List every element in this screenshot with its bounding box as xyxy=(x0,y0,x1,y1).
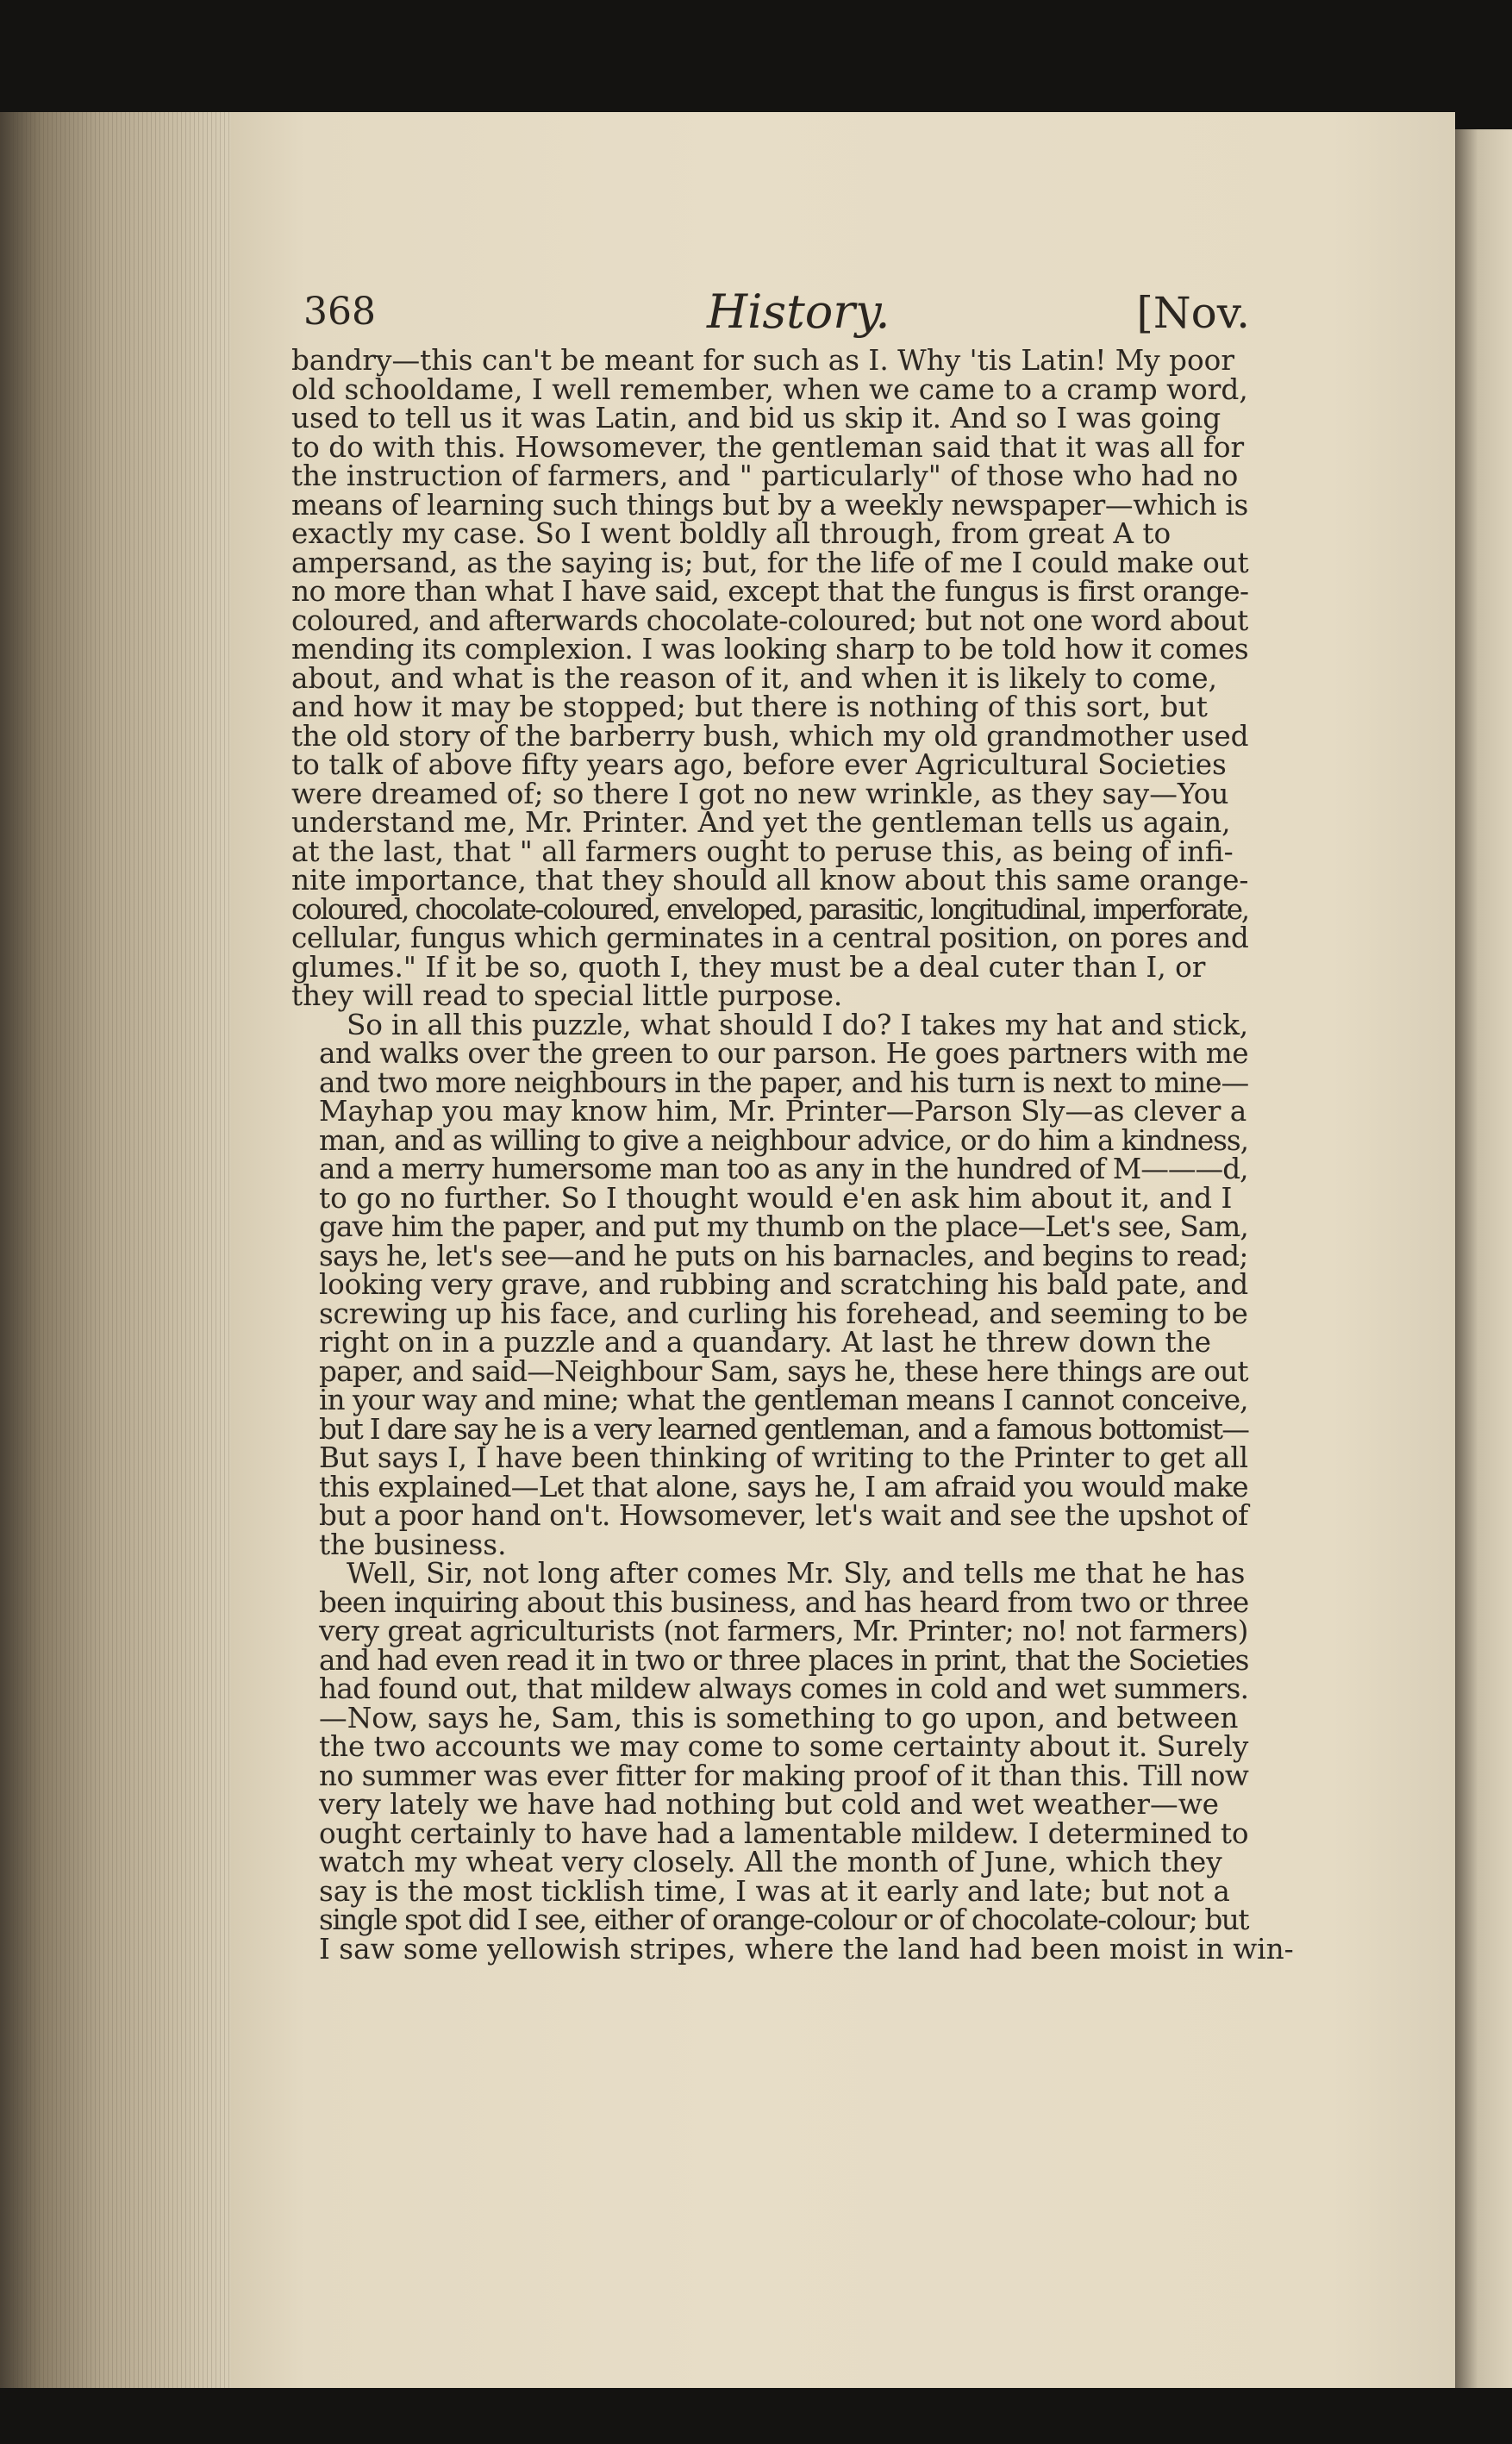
text-line: ampersand, as the saying is; but, for the life of me I could make out xyxy=(291,546,1249,579)
text-line: this explained—Let that alone, says he, I am afraid you would make xyxy=(319,1470,1248,1503)
page-number: 368 xyxy=(303,290,376,334)
text-line: cellular, fungus which germinates in a central position, on pores and xyxy=(291,922,1249,954)
adjacent-page-edge xyxy=(1455,129,1512,2388)
text-line: So in all this puzzle, what should I do? I takes my hat and stick, xyxy=(347,1008,1249,1041)
text-line: at the last, that " all farmers ought to peruse this, as being of infi- xyxy=(291,834,1234,868)
text-line: the two accounts we may come to some certainty about it. Surely xyxy=(319,1730,1249,1763)
text-line: watch my wheat very closely. All the month of June, which they xyxy=(319,1846,1222,1878)
text-line: —Now, says he, Sam, this is something to go upon, and between xyxy=(319,1701,1239,1735)
text-line: but a poor hand on't. Howsomever, let's wait and see the upshot of xyxy=(319,1499,1248,1532)
text-line: and walks over the green to our parson. He goes partners with me xyxy=(319,1037,1249,1070)
text-line: old schooldame, I well remember, when we came to a cramp word, xyxy=(291,372,1248,406)
text-line: glumes." If it be so, quoth I, they must be a deal cuter than I, or xyxy=(291,950,1206,984)
text-line: in your way and mine; what the gentleman means I cannot conceive, xyxy=(319,1384,1248,1416)
text-line: mending its complexion. I was looking sharp to be told how it comes xyxy=(291,633,1249,666)
text-line: single spot did I see, either of orange-colour or of chocolate-colour; but xyxy=(319,1903,1249,1936)
text-line: gave him the paper, and put my thumb on the place—Let's see, Sam, xyxy=(319,1210,1248,1243)
text-line: no more than what I have said, except that the fungus is first orange- xyxy=(291,575,1249,608)
paragraph xyxy=(291,1557,1294,1966)
text-line: and two more neighbours in the paper, and his turn is next to mine— xyxy=(319,1066,1249,1099)
running-header xyxy=(302,284,1250,345)
text-line: But says I, I have been thinking of writing to the Printer to get all xyxy=(319,1441,1248,1474)
text-line: been inquiring about this business, and has heard from two or three xyxy=(319,1585,1249,1619)
book-fore-edge xyxy=(0,112,233,2388)
article-body xyxy=(291,344,1294,1966)
text-line: man, and as willing to give a neighbour advice, or do him a kindness, xyxy=(319,1123,1248,1157)
text-line: coloured, chocolate-coloured, enveloped, parasitic, longitudinal, imperforate, xyxy=(291,892,1248,926)
text-line: nite importance, that they should all know about this same orange- xyxy=(291,864,1249,897)
text-line: exactly my case. So I went boldly all through, from great A to xyxy=(291,517,1171,550)
text-line: they will read to special little purpose. xyxy=(291,979,843,1012)
text-line: paper, and said—Neighbour Sam, says he, these here things are out xyxy=(319,1354,1248,1388)
text-line: Mayhap you may know him, Mr. Printer—Parson Sly—as clever a xyxy=(319,1095,1247,1128)
text-line: and how it may be stopped; but there is nothing of this sort, but xyxy=(291,691,1208,723)
text-line: used to tell us it was Latin, and bid us skip it. And so I was going xyxy=(291,402,1221,434)
text-line: right on in a puzzle and a quandary. At last he threw down the xyxy=(319,1326,1211,1359)
text-line: to talk of above fifty years ago, before ever Agricultural Societies xyxy=(291,748,1227,781)
text-line: to go no further. So I thought would e'en ask him about it, and I xyxy=(319,1181,1233,1215)
text-line: and had even read it in two or three places in print, that the Societies xyxy=(319,1643,1249,1677)
text-line: looking very grave, and rubbing and scratching his bald pate, and xyxy=(319,1268,1248,1301)
text-line: no summer was ever fitter for making proof of it than this. Till now xyxy=(319,1759,1249,1792)
text-line: the old story of the barberry bush, which my old grandmother used xyxy=(291,719,1249,753)
text-line: the instruction of farmers, and " particularly" of those who had no xyxy=(291,459,1239,492)
running-title: History. xyxy=(707,284,890,339)
text-line: very lately we have had nothing but cold and wet weather—we xyxy=(319,1788,1220,1821)
text-line: bandry—this can't be meant for such as I. Why 'tis Latin! My poor xyxy=(291,344,1234,377)
text-line: to do with this. Howsomever, the gentleman said that it was all for xyxy=(291,430,1245,464)
text-line: coloured, and afterwards chocolate-coloured; but not one word about xyxy=(291,603,1248,637)
running-month: [Nov. xyxy=(1136,288,1250,338)
text-line: says he, let's see—and he puts on his barnacles, and begins to read; xyxy=(319,1239,1248,1272)
text-line: about, and what is the reason of it, and when it is likely to come, xyxy=(291,661,1217,695)
text-line: means of learning such things but by a weekly newspaper—which is xyxy=(291,488,1248,522)
text-line: screwing up his face, and curling his forehead, and seeming to be xyxy=(319,1297,1248,1330)
text-line: were dreamed of; so there I got no new wrinkle, as they say—You xyxy=(291,777,1229,810)
text-line: the business. xyxy=(319,1528,507,1561)
text-line: and a merry humersome man too as any in the hundred of M———d, xyxy=(319,1153,1248,1185)
text-line: ought certainly to have had a lamentable mildew. I determined to xyxy=(319,1816,1249,1850)
text-line: very great agriculturists (not farmers, Mr. Printer; no! not farmers) xyxy=(319,1615,1248,1647)
text-line: Well, Sir, not long after comes Mr. Sly, and tells me that he has xyxy=(347,1557,1246,1590)
text-line: understand me, Mr. Printer. And yet the gentleman tells us again, xyxy=(291,806,1231,839)
text-line: but I dare say he is a very learned gentleman, and a famous bottomist— xyxy=(319,1412,1249,1446)
text-line: say is the most ticklish time, I was at it early and late; but not a xyxy=(319,1874,1230,1908)
text-line: had found out, that mildew always comes in cold and wet summers. xyxy=(319,1672,1249,1705)
paragraph xyxy=(291,344,1249,1012)
paragraph xyxy=(291,1008,1249,1561)
text-line: I saw some yellowish stripes, where the land had been moist in win- xyxy=(319,1932,1294,1966)
